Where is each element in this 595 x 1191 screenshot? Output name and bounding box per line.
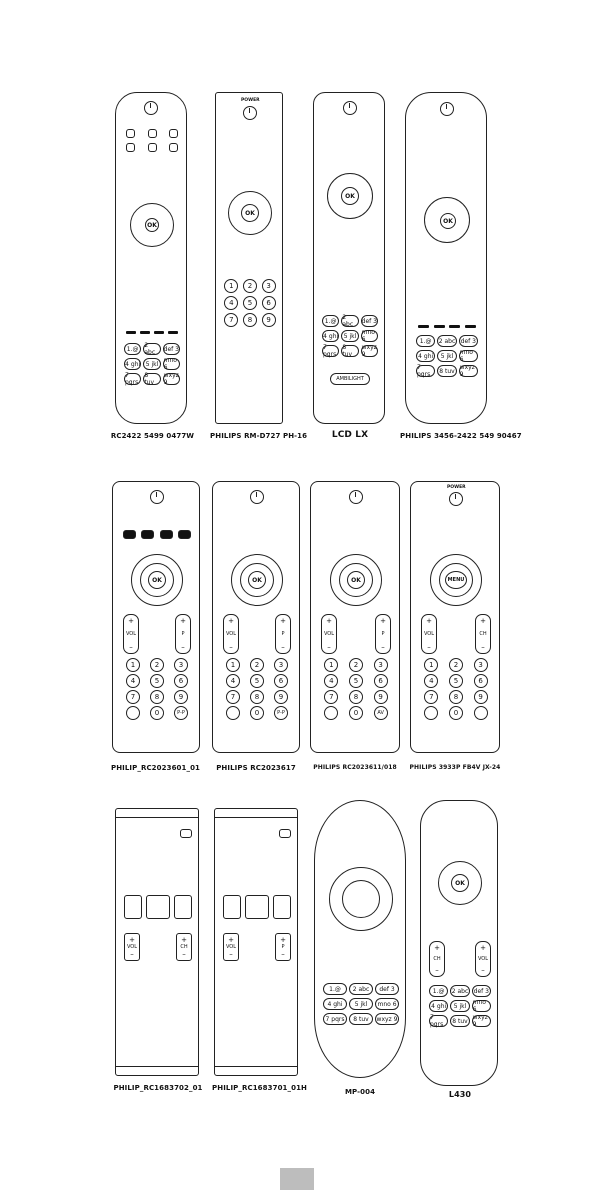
volume-rocker[interactable]: + VOL – bbox=[124, 933, 140, 961]
red-button[interactable] bbox=[123, 530, 136, 539]
key-2[interactable]: 2 abc bbox=[450, 985, 469, 997]
key-8[interactable]: 8 tuv bbox=[143, 373, 160, 385]
key-2[interactable]: 2 abc bbox=[143, 343, 160, 355]
skip-row bbox=[126, 143, 178, 152]
key-1[interactable]: 1 bbox=[424, 658, 438, 672]
key-8[interactable]: 8 bbox=[243, 313, 257, 327]
key-7[interactable]: 7 bbox=[324, 690, 338, 704]
volume-label: VOL bbox=[423, 631, 435, 637]
power-icon[interactable] bbox=[440, 102, 454, 116]
key-5[interactable]: 5 jkl bbox=[450, 1000, 469, 1012]
volume-label: VOL bbox=[323, 631, 335, 637]
key-0[interactable]: 0 bbox=[349, 706, 363, 720]
key-5[interactable]: 5 jkl bbox=[437, 350, 456, 362]
left-button[interactable] bbox=[223, 895, 241, 919]
navigation-pad[interactable] bbox=[438, 861, 482, 905]
navigation-pad[interactable] bbox=[424, 197, 470, 243]
navigation-pad[interactable] bbox=[329, 867, 393, 931]
green-button[interactable] bbox=[141, 530, 154, 539]
program-rocker[interactable]: + P – bbox=[275, 614, 291, 654]
key-3[interactable]: def 3 bbox=[459, 335, 478, 347]
top-strip bbox=[116, 809, 198, 818]
key-4[interactable]: 4 ghi bbox=[323, 998, 347, 1010]
key-2[interactable]: 2 abc bbox=[349, 983, 373, 995]
key-6[interactable]: mno 6 bbox=[375, 998, 399, 1010]
key-2[interactable]: 2 abc bbox=[437, 335, 456, 347]
ok-button[interactable]: OK bbox=[440, 213, 456, 229]
key-pp[interactable]: P-P bbox=[274, 706, 288, 720]
power-icon[interactable] bbox=[349, 490, 363, 504]
key-7[interactable]: 7 pqrs bbox=[429, 1015, 448, 1027]
key-blank-left[interactable] bbox=[424, 706, 438, 720]
key-7[interactable]: 7 pqrs bbox=[322, 345, 339, 357]
key-4[interactable]: 4 ghi bbox=[416, 350, 435, 362]
arrow-row bbox=[124, 895, 192, 919]
ok-button[interactable]: OK bbox=[248, 571, 266, 589]
remote-3 bbox=[313, 92, 385, 424]
channel-rocker[interactable]: + CH – bbox=[429, 941, 445, 977]
volume-label: VOL bbox=[125, 631, 137, 637]
key-5[interactable]: 5 bbox=[349, 674, 363, 688]
program-label: P bbox=[381, 631, 385, 637]
key-9[interactable]: wxyz 9 bbox=[375, 1013, 399, 1025]
power-icon[interactable] bbox=[343, 101, 357, 115]
key-pp[interactable]: P-P bbox=[174, 706, 188, 720]
key-0[interactable]: 0 bbox=[150, 706, 164, 720]
channel-rocker[interactable]: + CH – bbox=[475, 614, 491, 654]
number-pad bbox=[419, 658, 493, 720]
key-8[interactable]: 8 bbox=[349, 690, 363, 704]
remote-1 bbox=[115, 92, 187, 424]
caption-r12: L430 bbox=[448, 1090, 472, 1099]
key-3[interactable]: def 3 bbox=[361, 315, 378, 327]
key-3[interactable]: 3 bbox=[374, 658, 388, 672]
key-5[interactable]: 5 bbox=[250, 674, 264, 688]
key-1[interactable]: 1 bbox=[126, 658, 140, 672]
channel-label: CH bbox=[479, 631, 487, 637]
program-label: P bbox=[281, 944, 285, 950]
key-6[interactable]: mno 6 bbox=[163, 358, 180, 370]
ok-button[interactable]: OK bbox=[241, 204, 259, 222]
number-pad bbox=[319, 658, 393, 720]
navigation-pad[interactable] bbox=[228, 191, 272, 235]
ok-button[interactable]: OK bbox=[347, 571, 365, 589]
program-rocker[interactable]: + P – bbox=[275, 933, 291, 961]
key-3[interactable]: 3 bbox=[474, 658, 488, 672]
remote-11 bbox=[314, 800, 406, 1078]
key-9[interactable]: 9 bbox=[374, 690, 388, 704]
right-button[interactable] bbox=[273, 895, 291, 919]
volume-label: VOL bbox=[225, 631, 237, 637]
volume-label: VOL bbox=[225, 944, 237, 950]
key-3[interactable]: 3 bbox=[274, 658, 288, 672]
remote-4 bbox=[405, 92, 487, 424]
volume-label: VOL bbox=[126, 944, 138, 950]
key-9[interactable]: 9 bbox=[274, 690, 288, 704]
remote-9 bbox=[115, 808, 199, 1076]
key-3[interactable]: 3 bbox=[262, 279, 276, 293]
key-6[interactable]: 6 bbox=[174, 674, 188, 688]
power-label: POWER bbox=[447, 485, 466, 490]
color-keys bbox=[126, 331, 178, 334]
program-label: P bbox=[281, 631, 285, 637]
key-2[interactable]: 2 bbox=[250, 658, 264, 672]
key-3[interactable]: def 3 bbox=[472, 985, 491, 997]
navigation-pad[interactable] bbox=[430, 554, 482, 606]
key-7[interactable]: 7 bbox=[126, 690, 140, 704]
remote-12 bbox=[420, 800, 498, 1086]
ok-button[interactable]: OK bbox=[341, 187, 359, 205]
key-7[interactable]: 7 pqrs bbox=[416, 365, 435, 377]
power-label: POWER bbox=[241, 98, 260, 103]
key-3[interactable]: 3 bbox=[174, 658, 188, 672]
power-button[interactable] bbox=[180, 829, 192, 838]
remote-2 bbox=[215, 92, 283, 424]
key-5[interactable]: 5 jkl bbox=[341, 330, 358, 342]
caption-r4: PHILIPS 3456-2422 549 90467 bbox=[400, 432, 522, 440]
key-2[interactable]: 2 bbox=[449, 658, 463, 672]
key-7[interactable]: 7 pqrs bbox=[323, 1013, 347, 1025]
key-7[interactable]: 7 bbox=[226, 690, 240, 704]
ok-button[interactable]: OK bbox=[451, 874, 469, 892]
number-pad bbox=[121, 658, 193, 720]
key-5[interactable]: 5 jkl bbox=[349, 998, 373, 1010]
key-4[interactable]: 4 ghi bbox=[429, 1000, 448, 1012]
pause-button[interactable] bbox=[148, 129, 157, 138]
caption-r9: PHILIP_RC1683702_01 bbox=[113, 1084, 203, 1092]
power-icon[interactable] bbox=[449, 492, 463, 506]
volume-label: VOL bbox=[477, 956, 489, 962]
key-3[interactable]: def 3 bbox=[375, 983, 399, 995]
key-8[interactable]: 8 bbox=[150, 690, 164, 704]
caption-r8: PHILIPS 3933P FB4V JX-24 bbox=[409, 764, 501, 771]
bottom-strip bbox=[116, 1066, 198, 1075]
key-1[interactable]: 1 bbox=[226, 658, 240, 672]
number-pad bbox=[323, 983, 399, 1025]
key-9[interactable]: 9 bbox=[474, 690, 488, 704]
key-4[interactable]: 4 ghi bbox=[124, 358, 141, 370]
number-pad bbox=[221, 658, 293, 720]
key-1[interactable]: 1.@ bbox=[124, 343, 141, 355]
key-1[interactable]: 1.@ bbox=[429, 985, 448, 997]
remote-5 bbox=[112, 481, 200, 753]
blue-button[interactable] bbox=[178, 530, 191, 539]
number-pad bbox=[429, 985, 491, 1027]
key-4[interactable]: 4 bbox=[324, 674, 338, 688]
key-6[interactable]: mno 6 bbox=[459, 350, 478, 362]
navigation-pad[interactable] bbox=[330, 554, 382, 606]
key-1[interactable]: 1 bbox=[324, 658, 338, 672]
number-pad bbox=[124, 343, 180, 385]
power-icon[interactable] bbox=[144, 101, 158, 115]
bottom-strip bbox=[215, 1066, 297, 1075]
key-5[interactable]: 5 bbox=[449, 674, 463, 688]
channel-label: CH bbox=[180, 944, 188, 950]
program-label: P bbox=[181, 631, 185, 637]
key-0[interactable]: 0 bbox=[250, 706, 264, 720]
key-8[interactable]: 8 bbox=[250, 690, 264, 704]
volume-rocker[interactable]: + VOL – bbox=[421, 614, 437, 654]
key-blank-right[interactable] bbox=[474, 706, 488, 720]
key-6[interactable]: 6 bbox=[274, 674, 288, 688]
key-9[interactable]: 9 bbox=[174, 690, 188, 704]
ambilight-button[interactable]: AMBILIGHT bbox=[330, 373, 370, 385]
left-button[interactable] bbox=[124, 895, 142, 919]
key-1[interactable]: 1.@ bbox=[322, 315, 339, 327]
caption-r10: PHILIP_RC1683701_01H bbox=[212, 1084, 308, 1092]
key-4[interactable]: 4 bbox=[226, 674, 240, 688]
volume-rocker[interactable]: + VOL – bbox=[223, 933, 239, 961]
key-4[interactable]: 4 bbox=[126, 674, 140, 688]
yellow-button[interactable] bbox=[160, 530, 173, 539]
power-button[interactable] bbox=[279, 829, 291, 838]
caption-r1: RC2422 5499 0477W bbox=[110, 432, 195, 440]
key-av[interactable]: AV bbox=[374, 706, 388, 720]
caption-r7: PHILIPS RC2023611/018 bbox=[313, 764, 397, 771]
key-7[interactable]: 7 bbox=[224, 313, 238, 327]
stop-button[interactable] bbox=[126, 129, 135, 138]
key-4[interactable]: 4 ghi bbox=[322, 330, 339, 342]
power-icon[interactable] bbox=[243, 106, 257, 120]
rewind-button[interactable] bbox=[126, 143, 135, 152]
key-5[interactable]: 5 bbox=[150, 674, 164, 688]
arrow-row bbox=[223, 895, 291, 919]
key-9[interactable]: wxyz 9 bbox=[361, 344, 377, 358]
remote-10 bbox=[214, 808, 298, 1076]
color-row bbox=[123, 530, 191, 539]
key-6[interactable]: 6 bbox=[474, 674, 488, 688]
power-icon[interactable] bbox=[150, 490, 164, 504]
top-strip bbox=[215, 809, 297, 818]
channel-rocker[interactable]: + CH – bbox=[176, 933, 192, 961]
key-9[interactable]: wxyz 9 bbox=[472, 1015, 491, 1027]
key-2[interactable]: 2 bbox=[349, 658, 363, 672]
number-pad bbox=[222, 279, 278, 327]
key-6[interactable]: mno 6 bbox=[361, 330, 378, 342]
color-keys bbox=[418, 325, 476, 328]
key-9[interactable]: 9 bbox=[262, 313, 276, 327]
remote-6 bbox=[212, 481, 300, 753]
navigation-pad[interactable] bbox=[131, 554, 183, 606]
caption-r2: PHILIPS RM-D727 PH-16 bbox=[210, 432, 308, 440]
key-5[interactable]: 5 jkl bbox=[143, 358, 160, 370]
caption-r5: PHILIP_RC2023601_01 bbox=[110, 764, 201, 772]
page-number-box bbox=[280, 1168, 314, 1190]
ok-button[interactable] bbox=[245, 895, 269, 919]
number-pad bbox=[322, 315, 378, 357]
key-5[interactable]: 5 bbox=[243, 296, 257, 310]
remote-7 bbox=[310, 481, 400, 753]
forward-button[interactable] bbox=[169, 143, 178, 152]
key-7[interactable]: 7 pqrs bbox=[124, 373, 141, 385]
ok-button[interactable] bbox=[146, 895, 170, 919]
key-menu[interactable] bbox=[324, 706, 338, 720]
caption-r11: MP-004 bbox=[344, 1088, 376, 1096]
program-rocker[interactable]: + P – bbox=[175, 614, 191, 654]
volume-rocker[interactable]: + VOL – bbox=[475, 941, 491, 977]
key-2[interactable]: 2 bbox=[150, 658, 164, 672]
key-9[interactable]: wxyz 9 bbox=[459, 365, 478, 377]
volume-rocker[interactable]: + VOL – bbox=[123, 614, 139, 654]
key-info[interactable] bbox=[126, 706, 140, 720]
key-2[interactable]: 2 bbox=[243, 279, 257, 293]
key-info[interactable] bbox=[226, 706, 240, 720]
number-pad bbox=[416, 335, 478, 377]
key-6[interactable]: 6 bbox=[374, 674, 388, 688]
channel-label: CH bbox=[433, 956, 441, 962]
power-icon[interactable] bbox=[250, 490, 264, 504]
caption-r6: PHILIPS RC2023617 bbox=[216, 764, 296, 772]
key-7[interactable]: 7 bbox=[424, 690, 438, 704]
record-button[interactable] bbox=[169, 129, 178, 138]
key-3[interactable]: def 3 bbox=[163, 343, 180, 355]
transport-row bbox=[126, 129, 178, 138]
key-8[interactable]: 8 tuv bbox=[437, 365, 456, 377]
menu-button[interactable]: MENU bbox=[445, 571, 467, 589]
key-8[interactable]: 8 tuv bbox=[341, 345, 358, 357]
navigation-pad[interactable] bbox=[130, 203, 174, 247]
key-8[interactable]: 8 bbox=[449, 690, 463, 704]
volume-rocker[interactable]: + VOL – bbox=[321, 614, 337, 654]
key-1[interactable]: 1 bbox=[224, 279, 238, 293]
key-4[interactable]: 4 bbox=[224, 296, 238, 310]
navigation-pad[interactable] bbox=[231, 554, 283, 606]
volume-rocker[interactable]: + VOL – bbox=[223, 614, 239, 654]
play-button[interactable] bbox=[148, 143, 157, 152]
remote-8 bbox=[410, 481, 500, 753]
key-8[interactable]: 8 tuv bbox=[450, 1015, 469, 1027]
key-6[interactable]: mno 6 bbox=[472, 1000, 491, 1012]
program-rocker[interactable]: + P – bbox=[375, 614, 391, 654]
key-8[interactable]: 8 tuv bbox=[349, 1013, 373, 1025]
key-2[interactable]: 2 abc bbox=[341, 315, 358, 327]
key-1[interactable]: 1.@ bbox=[323, 983, 347, 995]
key-6[interactable]: 6 bbox=[262, 296, 276, 310]
right-button[interactable] bbox=[174, 895, 192, 919]
key-4[interactable]: 4 bbox=[424, 674, 438, 688]
ok-button[interactable]: OK bbox=[145, 218, 159, 232]
caption-r3: LCD LX bbox=[331, 430, 369, 440]
key-9[interactable]: wxyz 9 bbox=[163, 372, 179, 386]
navigation-pad[interactable] bbox=[327, 173, 373, 219]
ok-button[interactable]: OK bbox=[148, 571, 166, 589]
key-1[interactable]: 1.@ bbox=[416, 335, 435, 347]
key-0[interactable]: 0 bbox=[449, 706, 463, 720]
